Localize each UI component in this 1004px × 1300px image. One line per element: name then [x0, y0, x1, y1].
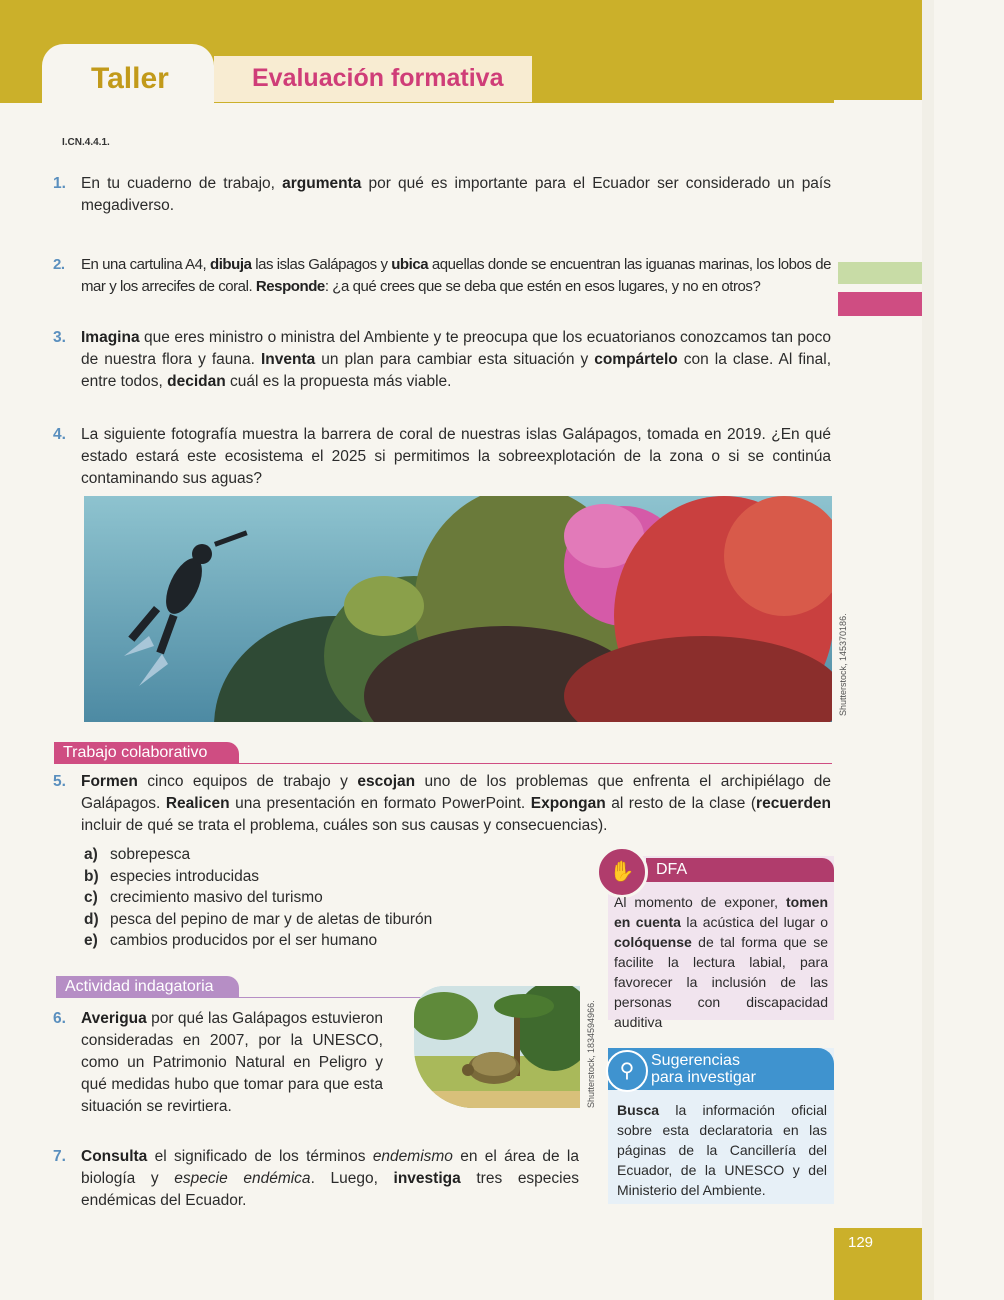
tab-taller-label: Taller: [91, 62, 169, 95]
question-number: 2.: [53, 256, 65, 273]
question-text: En tu cuaderno de trabajo, argumenta por qué es importante para el Ecuador ser considerado un país megadiverso.: [81, 175, 831, 214]
question-text: Averigua por qué las Galápagos estuvieron consideradas en 2007, por la UNESCO, como un Patrimonio Natural en Peligro y qué medidas hubo que tomar para que esta situación se revirtiera.: [81, 1010, 383, 1115]
search-icon: ⚲: [606, 1050, 648, 1092]
question-number: 1.: [53, 175, 66, 192]
dfa-title: DFA: [646, 858, 834, 882]
list-item: d) pesca del pepino de mar y de aletas de tiburón: [84, 910, 433, 928]
question-2: [53, 254, 831, 298]
page-number: 129: [848, 1234, 874, 1251]
section-actividad-indagatoria: [56, 976, 239, 998]
sugerencias-title: Sugerencias para investigar: [651, 1052, 756, 1086]
curriculum-code: I.CN.4.4.1.: [62, 137, 110, 148]
question-text: Formen cinco equipos de trabajo y escojan uno de los problemas que enfrenta el archipiélago de Galápagos. Realicen una presentación en formato PowerPoint. Expongan al resto de la clase (recuerden incluir de qué se trata el problema, cuáles son sus causas y consecuencias).: [81, 773, 832, 834]
side-tab-green: [838, 262, 922, 284]
question-number: 6.: [53, 1010, 66, 1027]
question-number: 3.: [53, 329, 66, 346]
list-item: e) cambios producidos por el ser humano: [84, 932, 378, 949]
question-text: La siguiente fotografía muestra la barrera de coral de nuestras islas Galápagos, tomada en 2019. ¿En qué estado estará este ecosistema el 2025 si permitimos la sobreexplotación de la zona o si se continúa contaminando sus aguas?: [81, 426, 831, 487]
question-1: [53, 173, 831, 217]
tab-taller: [42, 44, 214, 114]
options-list: [84, 844, 432, 952]
section-divider: [56, 997, 436, 998]
question-text: Imagina que eres ministro o ministra del Ambiente y te preocupa que los ecuatorianos conozcamos tan poco de nuestra flora y fauna. Inventa un plan para cambiar esta situación y compártelo con la clase. Al final, entre todos, decidan cuál es la propuesta más viable.: [81, 329, 832, 390]
photo-credit: Shutterstock, 145370186.: [838, 613, 848, 716]
section-divider: [54, 763, 832, 764]
list-item: a) sobrepesca: [84, 846, 191, 863]
section-label: Actividad indagatoria: [56, 976, 239, 998]
list-item: c) crecimiento masivo del turismo: [84, 889, 323, 906]
section-trabajo-colaborativo: [54, 742, 239, 764]
tab-evaluacion-formativa: [214, 56, 532, 102]
question-3: [53, 327, 831, 393]
question-number: 4.: [53, 426, 66, 443]
question-7: [53, 1146, 579, 1212]
question-5: [53, 771, 831, 837]
sugerencias-text: Busca la información oficial sobre esta declaratoria en las páginas de la Cancillería del Ecuador, de la UNESCO y del Ministerio del Ambiente.: [617, 1102, 827, 1198]
tab-evaluacion-label: Evaluación formativa: [252, 64, 504, 92]
side-tab-pink: [838, 292, 922, 316]
question-text: Consulta el significado de los términos endemismo en el área de la biología y especie endémica. Luego, investiga tres especies endémicas del Ecuador.: [81, 1148, 579, 1209]
tortoise-illustration: [414, 986, 580, 1108]
question-number: 5.: [53, 773, 66, 790]
coral-reef-photo: [84, 496, 832, 722]
illustration-credit: Shutterstock, 1834594966.: [586, 1000, 596, 1108]
question-text: En una cartulina A4, dibuja las islas Galápagos y ubica aquellas donde se encuentran las iguanas marinas, los lobos de mar y los arrecifes de coral. Responde: ¿a qué crees que se deba que estén en esos lugares, y no en otros?: [81, 256, 831, 295]
question-4: [53, 424, 831, 490]
dfa-text: Al momento de exponer, tomen en cuenta la acústica del lugar o colóquense de tal forma que se facilite la lectura labial, para favorecer la inclusión de las personas con discapacidad auditiva: [614, 894, 828, 1030]
hands-icon: ✋: [596, 846, 648, 898]
section-label: Trabajo colaborativo: [54, 742, 239, 764]
question-6: [53, 1008, 383, 1118]
list-item: b) especies introducidas: [84, 867, 260, 885]
page-edge: [922, 0, 934, 1300]
question-number: 7.: [53, 1148, 66, 1165]
